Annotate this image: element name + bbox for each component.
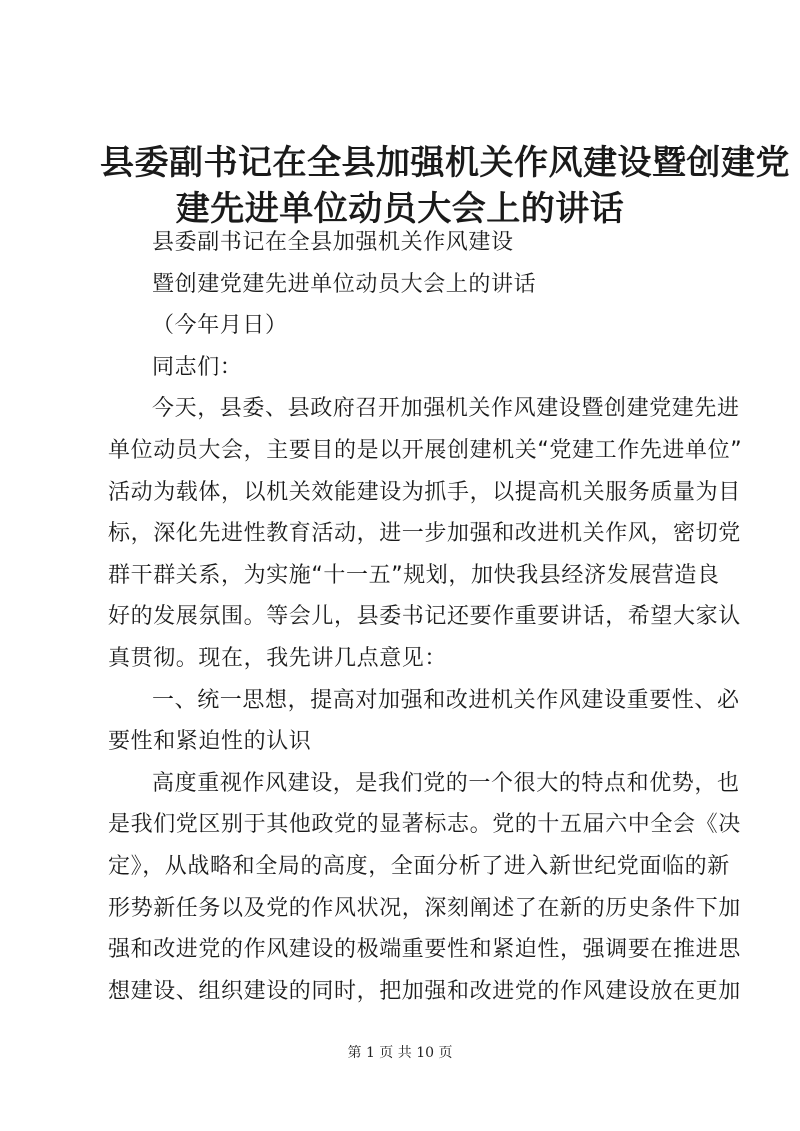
title-line: 县委副书记在全县加强机关作风建设暨创建党	[100, 143, 790, 183]
body-line: 群干群关系，为实施“十一五”规划，加快我县经济发展营造良	[108, 562, 720, 588]
body-line: 单位动员大会，主要目的是以开展创建机关“党建工作先进单位”	[108, 437, 743, 463]
body-line: 标，深化先进性教育活动，进一步加强和改进机关作风，密切党	[108, 521, 741, 547]
body-line: 好的发展氛围。等会儿，县委书记还要作重要讲话，希望大家认	[108, 604, 741, 630]
body-line: 定》，从战略和全局的高度，全面分析了进入新世纪党面临的新	[108, 853, 730, 879]
body-line: 真贯彻。现在，我先讲几点意见：	[108, 645, 448, 671]
body-line: 想建设、组织建设的同时，把加强和改进党的作风建设放在更加	[108, 978, 741, 1004]
document-body	[108, 222, 743, 1012]
body-line: 县委副书记在全县加强机关作风建设	[152, 230, 514, 255]
body-line: 今天，县委、县政府召开加强机关作风建设暨创建党建先进	[152, 396, 740, 422]
page-footer: 第 1 页 共 10 页	[347, 1045, 453, 1061]
body-line: 高度重视作风建设，是我们党的一个很大的特点和优势，也	[152, 770, 740, 796]
body-line: 一、统一思想，提高对加强和改进机关作风建设重要性、必	[152, 687, 740, 713]
body-line: 形势新任务以及党的作风状况，深刻阐述了在新的历史条件下加	[108, 895, 741, 921]
body-line: 要性和紧迫性的认识	[108, 729, 312, 755]
title-line: 建先进单位动员大会上的讲话	[175, 189, 625, 229]
body-line: 是我们党区别于其他政党的显著标志。党的十五届六中全会《决	[108, 812, 741, 838]
body-line: 暨创建党建先进单位动员大会上的讲话	[152, 271, 537, 297]
document-title	[100, 140, 790, 232]
body-line: 强和改进党的作风建设的极端重要性和紧迫性，强调要在推进思	[108, 937, 741, 963]
body-line: 活动为载体，以机关效能建设为抓手，以提高机关服务质量为目	[108, 479, 741, 505]
body-line: 同志们：	[152, 354, 243, 380]
body-line: （今年月日）	[152, 313, 288, 339]
